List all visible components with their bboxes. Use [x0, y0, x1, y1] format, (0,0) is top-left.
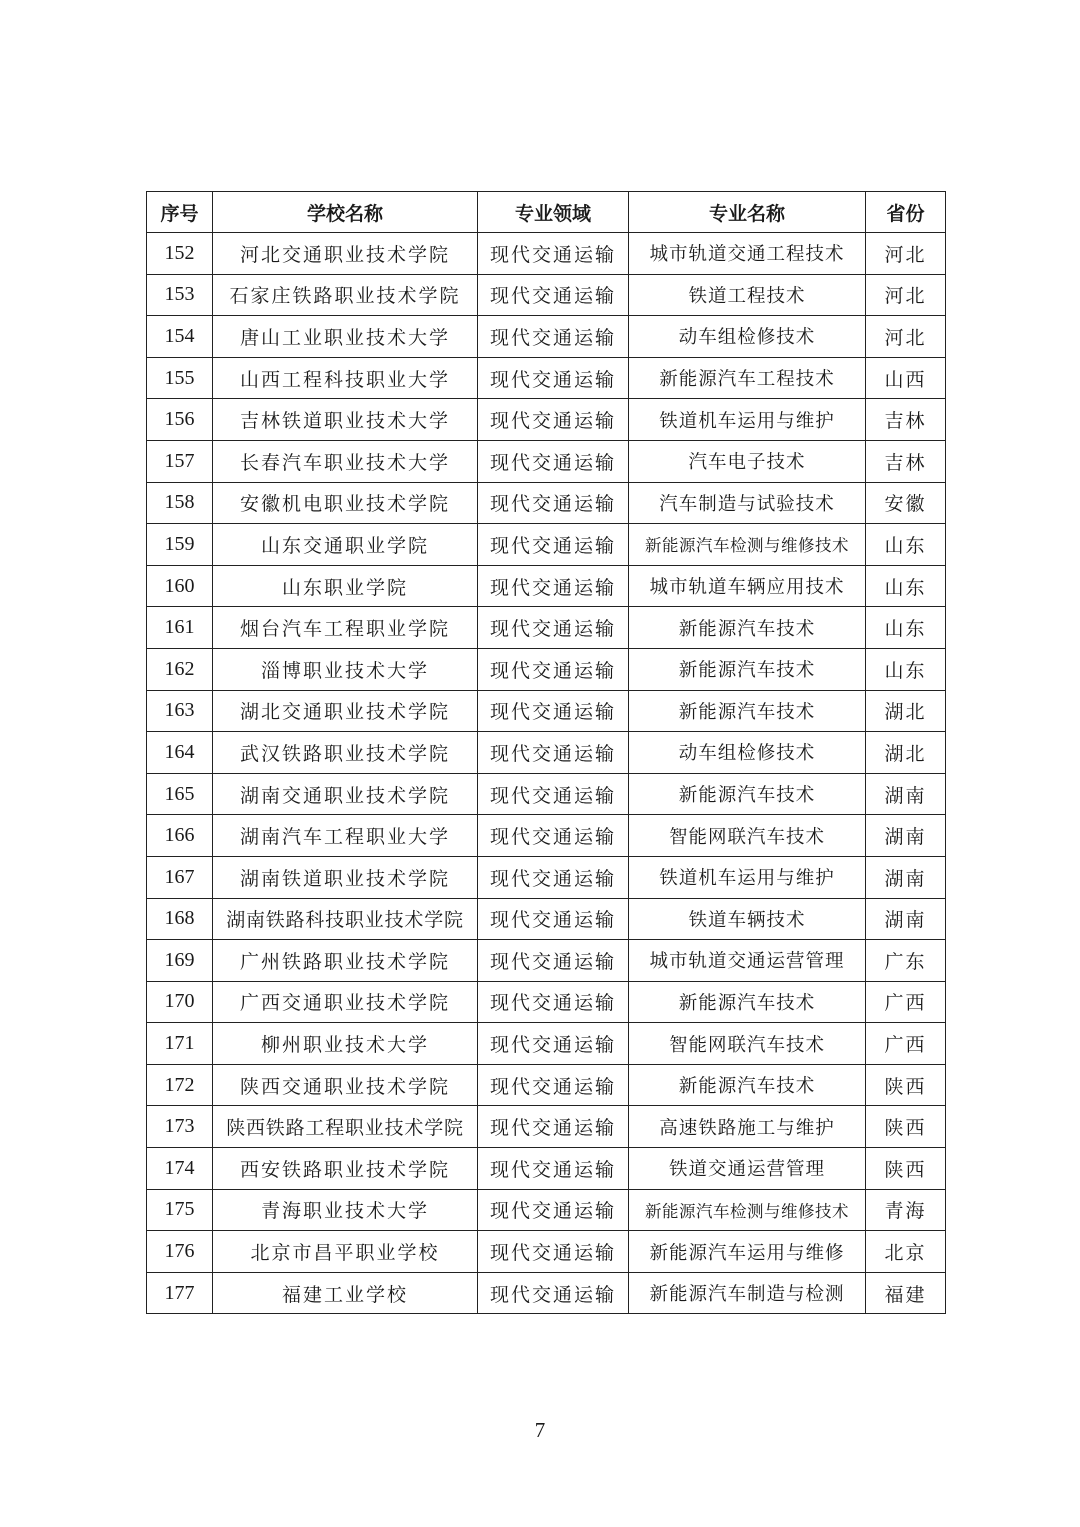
cell-major-name: 新能源汽车技术: [629, 1064, 866, 1106]
cell-province: 吉林: [866, 399, 946, 441]
cell-school-name: 山西工程科技职业大学: [213, 357, 478, 399]
cell-serial-number: 152: [147, 233, 213, 275]
cell-province: 湖北: [866, 690, 946, 732]
cell-major-name: 城市轨道车辆应用技术: [629, 565, 866, 607]
table-row: [147, 898, 946, 940]
cell-serial-number: 170: [147, 981, 213, 1023]
table-row: [147, 940, 946, 982]
table-row: [147, 565, 946, 607]
cell-province: 安徽: [866, 482, 946, 524]
cell-major-name: 城市轨道交通工程技术: [629, 233, 866, 275]
cell-field: 现代交通运输: [478, 815, 629, 857]
table-row: [147, 233, 946, 275]
cell-province: 湖北: [866, 732, 946, 774]
cell-field: 现代交通运输: [478, 1064, 629, 1106]
cell-field: 现代交通运输: [478, 648, 629, 690]
cell-serial-number: 153: [147, 274, 213, 316]
cell-major-name: 新能源汽车工程技术: [629, 357, 866, 399]
table-row: [147, 648, 946, 690]
cell-school-name: 山东交通职业学院: [213, 524, 478, 566]
cell-field: 现代交通运输: [478, 1231, 629, 1273]
table-header-row: [147, 192, 946, 233]
cell-field: 现代交通运输: [478, 357, 629, 399]
cell-province: 河北: [866, 274, 946, 316]
cell-school-name: 唐山工业职业技术大学: [213, 316, 478, 358]
cell-serial-number: 160: [147, 565, 213, 607]
table-row: [147, 399, 946, 441]
header-major-name: 专业名称: [629, 192, 866, 233]
cell-province: 山东: [866, 565, 946, 607]
cell-school-name: 石家庄铁路职业技术学院: [213, 274, 478, 316]
table-row: [147, 815, 946, 857]
cell-serial-number: 169: [147, 940, 213, 982]
cell-field: 现代交通运输: [478, 607, 629, 649]
cell-school-name: 长春汽车职业技术大学: [213, 440, 478, 482]
cell-major-name: 高速铁路施工与维护: [629, 1106, 866, 1148]
cell-field: 现代交通运输: [478, 1106, 629, 1148]
cell-major-name: 新能源汽车技术: [629, 648, 866, 690]
cell-field: 现代交通运输: [478, 856, 629, 898]
page-number: 7: [534, 1418, 546, 1442]
cell-school-name: 烟台汽车工程职业学院: [213, 607, 478, 649]
cell-school-name: 青海职业技术大学: [213, 1189, 478, 1231]
cell-school-name: 广西交通职业技术学院: [213, 981, 478, 1023]
cell-field: 现代交通运输: [478, 898, 629, 940]
cell-province: 湖南: [866, 898, 946, 940]
header-province: 省份: [866, 192, 946, 233]
cell-major-name: 新能源汽车检测与维修技术: [629, 1189, 866, 1231]
header-serial-number: 序号: [147, 192, 213, 233]
table-row: [147, 607, 946, 649]
table-row: [147, 773, 946, 815]
cell-field: 现代交通运输: [478, 440, 629, 482]
table-row: [147, 482, 946, 524]
cell-province: 广西: [866, 981, 946, 1023]
cell-province: 陕西: [866, 1148, 946, 1190]
table-row: [147, 981, 946, 1023]
cell-serial-number: 172: [147, 1064, 213, 1106]
cell-serial-number: 164: [147, 732, 213, 774]
cell-major-name: 城市轨道交通运营管理: [629, 940, 866, 982]
cell-province: 吉林: [866, 440, 946, 482]
cell-major-name: 铁道工程技术: [629, 274, 866, 316]
cell-major-name: 新能源汽车检测与维修技术: [629, 524, 866, 566]
cell-serial-number: 159: [147, 524, 213, 566]
cell-school-name: 西安铁路职业技术学院: [213, 1148, 478, 1190]
cell-school-name: 湖南交通职业技术学院: [213, 773, 478, 815]
cell-serial-number: 155: [147, 357, 213, 399]
cell-school-name: 陕西交通职业技术学院: [213, 1064, 478, 1106]
table-row: [147, 357, 946, 399]
cell-serial-number: 175: [147, 1189, 213, 1231]
cell-major-name: 铁道机车运用与维护: [629, 856, 866, 898]
table-row: [147, 732, 946, 774]
cell-province: 湖南: [866, 815, 946, 857]
cell-serial-number: 156: [147, 399, 213, 441]
cell-field: 现代交通运输: [478, 981, 629, 1023]
cell-serial-number: 167: [147, 856, 213, 898]
table-row: [147, 1023, 946, 1065]
cell-school-name: 武汉铁路职业技术学院: [213, 732, 478, 774]
table-row: [147, 856, 946, 898]
cell-field: 现代交通运输: [478, 1148, 629, 1190]
cell-major-name: 新能源汽车技术: [629, 690, 866, 732]
table-row: [147, 690, 946, 732]
table-row: [147, 1272, 946, 1314]
table-row: [147, 274, 946, 316]
cell-field: 现代交通运输: [478, 1272, 629, 1314]
cell-field: 现代交通运输: [478, 773, 629, 815]
cell-field: 现代交通运输: [478, 233, 629, 275]
cell-province: 河北: [866, 316, 946, 358]
table-row: [147, 1064, 946, 1106]
cell-field: 现代交通运输: [478, 482, 629, 524]
cell-field: 现代交通运输: [478, 1189, 629, 1231]
cell-serial-number: 176: [147, 1231, 213, 1273]
cell-field: 现代交通运输: [478, 399, 629, 441]
table-row: [147, 316, 946, 358]
cell-major-name: 智能网联汽车技术: [629, 815, 866, 857]
cell-field: 现代交通运输: [478, 565, 629, 607]
cell-field: 现代交通运输: [478, 274, 629, 316]
cell-school-name: 北京市昌平职业学校: [213, 1231, 478, 1273]
cell-school-name: 湖南铁路科技职业技术学院: [213, 898, 478, 940]
table-body: [147, 233, 946, 1314]
cell-major-name: 铁道车辆技术: [629, 898, 866, 940]
cell-school-name: 吉林铁道职业技术大学: [213, 399, 478, 441]
cell-serial-number: 177: [147, 1272, 213, 1314]
cell-major-name: 新能源汽车技术: [629, 773, 866, 815]
cell-major-name: 汽车制造与试验技术: [629, 482, 866, 524]
cell-province: 陕西: [866, 1106, 946, 1148]
cell-major-name: 动车组检修技术: [629, 316, 866, 358]
cell-serial-number: 158: [147, 482, 213, 524]
cell-field: 现代交通运输: [478, 524, 629, 566]
cell-serial-number: 162: [147, 648, 213, 690]
cell-serial-number: 157: [147, 440, 213, 482]
table-row: [147, 1106, 946, 1148]
cell-province: 福建: [866, 1272, 946, 1314]
table-row: [147, 524, 946, 566]
cell-province: 山东: [866, 648, 946, 690]
cell-school-name: 河北交通职业技术学院: [213, 233, 478, 275]
cell-field: 现代交通运输: [478, 732, 629, 774]
cell-school-name: 柳州职业技术大学: [213, 1023, 478, 1065]
cell-province: 山东: [866, 524, 946, 566]
cell-province: 山西: [866, 357, 946, 399]
cell-major-name: 铁道交通运营管理: [629, 1148, 866, 1190]
cell-serial-number: 173: [147, 1106, 213, 1148]
cell-major-name: 新能源汽车制造与检测: [629, 1272, 866, 1314]
table-row: [147, 440, 946, 482]
cell-serial-number: 154: [147, 316, 213, 358]
cell-field: 现代交通运输: [478, 940, 629, 982]
cell-serial-number: 171: [147, 1023, 213, 1065]
header-field: 专业领域: [478, 192, 629, 233]
cell-serial-number: 166: [147, 815, 213, 857]
cell-school-name: 淄博职业技术大学: [213, 648, 478, 690]
table-row: [147, 1148, 946, 1190]
cell-serial-number: 165: [147, 773, 213, 815]
cell-major-name: 新能源汽车技术: [629, 607, 866, 649]
cell-field: 现代交通运输: [478, 690, 629, 732]
cell-province: 湖南: [866, 856, 946, 898]
cell-serial-number: 163: [147, 690, 213, 732]
cell-field: 现代交通运输: [478, 316, 629, 358]
cell-school-name: 湖南铁道职业技术学院: [213, 856, 478, 898]
cell-serial-number: 168: [147, 898, 213, 940]
cell-province: 山东: [866, 607, 946, 649]
cell-school-name: 湖北交通职业技术学院: [213, 690, 478, 732]
cell-province: 湖南: [866, 773, 946, 815]
cell-school-name: 福建工业学校: [213, 1272, 478, 1314]
cell-serial-number: 161: [147, 607, 213, 649]
cell-province: 广东: [866, 940, 946, 982]
cell-major-name: 智能网联汽车技术: [629, 1023, 866, 1065]
cell-province: 青海: [866, 1189, 946, 1231]
cell-field: 现代交通运输: [478, 1023, 629, 1065]
school-list-table: [146, 191, 946, 1314]
table-row: [147, 1189, 946, 1231]
header-school-name: 学校名称: [213, 192, 478, 233]
cell-major-name: 汽车电子技术: [629, 440, 866, 482]
cell-major-name: 新能源汽车运用与维修: [629, 1231, 866, 1273]
cell-major-name: 动车组检修技术: [629, 732, 866, 774]
cell-school-name: 山东职业学院: [213, 565, 478, 607]
cell-province: 北京: [866, 1231, 946, 1273]
cell-school-name: 湖南汽车工程职业大学: [213, 815, 478, 857]
cell-major-name: 新能源汽车技术: [629, 981, 866, 1023]
cell-province: 广西: [866, 1023, 946, 1065]
cell-serial-number: 174: [147, 1148, 213, 1190]
cell-school-name: 广州铁路职业技术学院: [213, 940, 478, 982]
cell-province: 陕西: [866, 1064, 946, 1106]
cell-province: 河北: [866, 233, 946, 275]
cell-school-name: 安徽机电职业技术学院: [213, 482, 478, 524]
cell-school-name: 陕西铁路工程职业技术学院: [213, 1106, 478, 1148]
cell-major-name: 铁道机车运用与维护: [629, 399, 866, 441]
table-row: [147, 1231, 946, 1273]
